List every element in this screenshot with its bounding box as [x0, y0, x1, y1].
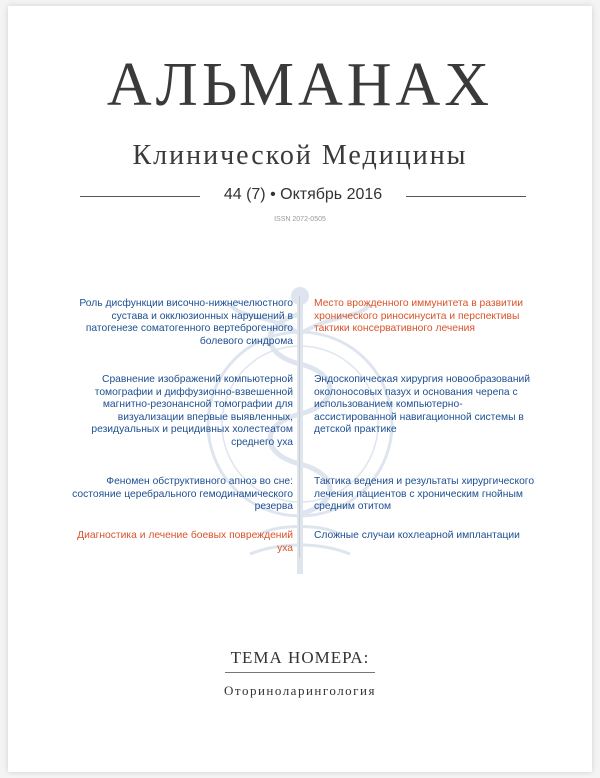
column-divider: [299, 296, 300, 558]
issn-number: ISSN 2072-0505: [274, 216, 326, 223]
article-right-1[interactable]: [314, 298, 536, 336]
issue-row: [80, 186, 526, 208]
article-title: Тактика ведения и результаты хирургического лечения пациентов с хроническим гнойным средним отитом: [314, 476, 535, 513]
journal-cover: [8, 6, 592, 772]
article-title: Роль дисфункции височно-нижнечелюстного сустава и окклюзионных нарушений в патогенезе соматогенного вертеброгенного болевого синдрома: [79, 298, 293, 347]
article-right-2[interactable]: [314, 374, 536, 437]
article-left-3[interactable]: [71, 476, 293, 514]
article-left-1[interactable]: [71, 298, 293, 348]
article-left-2[interactable]: [71, 374, 293, 450]
article-title: Феномен обструктивного апноэ во сне: состояние церебрального гемодинамического резерва: [72, 476, 293, 513]
issue-info: 44 (7) • Октябрь 2016: [223, 186, 383, 203]
article-right-4[interactable]: [314, 530, 536, 543]
article-title: Диагностика и лечение боевых повреждений уха: [77, 530, 293, 554]
issue-theme: [8, 648, 592, 699]
article-title: Эндоскопическая хирургия новообразований околоносовых пазух и основания черепа с использованием компьютерно-ассистированной навигационной системы в детской практике: [314, 374, 531, 436]
article-title: Сравнение изображений компьютерной томографии и диффузионно-взвешенной магнитно-резонансной томографии для визуализации впервые выявленных, резидуальных и рецидивных холестеатом среднего уха: [91, 374, 293, 448]
article-title: Место врожденного иммунитета в развитии хронического риносинусита и перспективы тактики консервативного лечения: [314, 298, 524, 335]
masthead-subtitle: Клинической Медицины: [132, 140, 468, 171]
masthead-title: АЛЬМАНАХ: [106, 51, 494, 119]
article-title: Сложные случаи кохлеарной имплантации: [314, 530, 520, 541]
theme-heading: ТЕМА НОМЕРА:: [225, 648, 376, 673]
article-left-4[interactable]: [71, 530, 293, 555]
issue-right-rule: [406, 196, 526, 197]
theme-value: Оториноларингология: [224, 683, 376, 698]
article-right-3[interactable]: [314, 476, 536, 514]
